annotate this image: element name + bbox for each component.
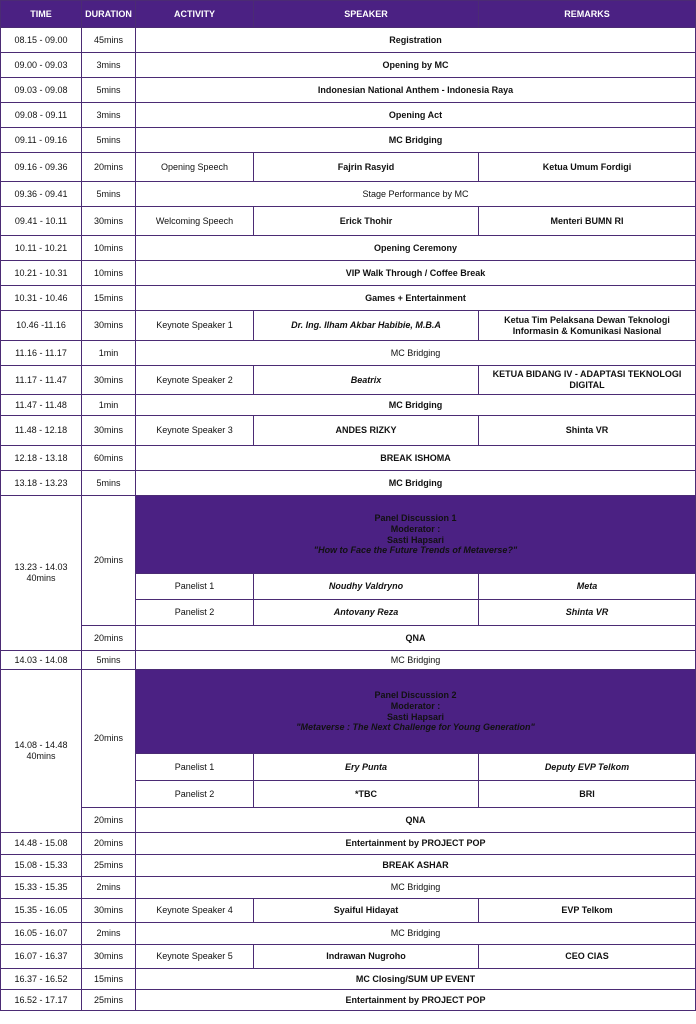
speaker-cell: Noudhy Valdryno	[254, 574, 479, 600]
time-cell: 09.03 - 09.08	[1, 78, 82, 103]
table-row	[1, 366, 696, 395]
panel-1-duration-cell: 20mins	[82, 496, 136, 626]
duration-cell: 60mins	[82, 446, 136, 471]
panel-topic: "Metaverse : The Next Challenge for Young Generation"	[296, 722, 535, 733]
remarks-cell: KETUA BIDANG IV - ADAPTASI TEKNOLOGI DIGITAL	[479, 366, 696, 395]
remarks-cell: Meta	[479, 574, 696, 600]
table-row	[1, 261, 696, 286]
table-row	[1, 833, 696, 855]
table-row	[1, 446, 696, 471]
time-cell: 11.48 - 12.18	[1, 416, 82, 446]
activity-cell: Keynote Speaker 3	[136, 416, 254, 446]
table-row	[1, 103, 696, 128]
duration-cell: 10mins	[82, 261, 136, 286]
duration-cell: 2mins	[82, 923, 136, 945]
duration-cell: 25mins	[82, 855, 136, 877]
remarks-cell: BRI	[479, 781, 696, 808]
duration-cell: 25mins	[82, 990, 136, 1011]
time-range: 14.08 - 14.48	[14, 740, 68, 751]
session-cell: Stage Performance by MC	[136, 182, 696, 207]
time-cell: 16.52 - 17.17	[1, 990, 82, 1011]
speaker-cell: Indrawan Nugroho	[254, 945, 479, 969]
header-time: TIME	[1, 1, 82, 28]
session-cell: Opening Ceremony	[136, 236, 696, 261]
duration-cell: 5mins	[82, 471, 136, 496]
time-cell: 13.18 - 13.23	[1, 471, 82, 496]
session-cell: Indonesian National Anthem - Indonesia Raya	[136, 78, 696, 103]
speaker-cell: *TBC	[254, 781, 479, 808]
table-row	[1, 416, 696, 446]
time-cell: 09.36 - 09.41	[1, 182, 82, 207]
table-row	[1, 969, 696, 990]
activity-cell: Panelist 2	[136, 600, 254, 626]
moderator-label: Moderator :	[390, 523, 441, 534]
duration-cell: 30mins	[82, 366, 136, 395]
table-row	[1, 341, 696, 366]
table-row	[1, 286, 696, 311]
table-row	[1, 990, 696, 1011]
session-cell: QNA	[136, 626, 696, 651]
time-cell: 09.00 - 09.03	[1, 53, 82, 78]
remarks-cell: Shinta VR	[479, 600, 696, 626]
duration-cell: 30mins	[82, 416, 136, 446]
session-cell: BREAK ASHAR	[136, 855, 696, 877]
panel-1-title-block	[136, 496, 696, 574]
time-cell: 10.31 - 10.46	[1, 286, 82, 311]
moderator-label: Moderator :	[390, 700, 441, 711]
table-row	[1, 923, 696, 945]
time-cell: 15.08 - 15.33	[1, 855, 82, 877]
time-cell: 09.11 - 09.16	[1, 128, 82, 153]
duration-cell: 15mins	[82, 969, 136, 990]
duration-cell: 30mins	[82, 311, 136, 341]
speaker-cell: Ery Punta	[254, 754, 479, 781]
remarks-cell: Shinta VR	[479, 416, 696, 446]
time-cell: 14.48 - 15.08	[1, 833, 82, 855]
remarks-cell: Ketua Umum Fordigi	[479, 153, 696, 182]
duration-cell: 10mins	[82, 236, 136, 261]
time-cell: 12.18 - 13.18	[1, 446, 82, 471]
time-cell: 10.21 - 10.31	[1, 261, 82, 286]
activity-cell: Panelist 2	[136, 781, 254, 808]
table-row	[1, 311, 696, 341]
duration-cell: 20mins	[82, 153, 136, 182]
session-cell: MC Bridging	[136, 923, 696, 945]
panel-title: Panel Discussion 2	[374, 689, 457, 700]
activity-cell: Opening Speech	[136, 153, 254, 182]
remarks-cell: EVP Telkom	[479, 899, 696, 923]
time-cell: 14.03 - 14.08	[1, 651, 82, 670]
table-row	[1, 945, 696, 969]
duration-cell: 15mins	[82, 286, 136, 311]
duration-cell: 30mins	[82, 945, 136, 969]
speaker-cell: Antovany Reza	[254, 600, 479, 626]
session-cell: MC Closing/SUM UP EVENT	[136, 969, 696, 990]
panel-1-time-cell	[1, 496, 82, 651]
moderator-name: Sasti Hapsari	[386, 711, 445, 722]
remarks-cell	[479, 311, 696, 341]
session-cell: MC Bridging	[136, 651, 696, 670]
panel-topic: "How to Face the Future Trends of Metaverse?"	[313, 545, 518, 556]
activity-cell: Keynote Speaker 5	[136, 945, 254, 969]
speaker-cell: ANDES RIZKY	[254, 416, 479, 446]
qna-row	[1, 808, 696, 833]
speaker-cell: Dr. Ing. Ilham Akbar Habibie, M.B.A	[254, 311, 479, 341]
qna-row	[1, 626, 696, 651]
time-cell: 16.37 - 16.52	[1, 969, 82, 990]
activity-cell: Welcoming Speech	[136, 207, 254, 236]
table-row	[1, 877, 696, 899]
session-cell: Entertainment by PROJECT POP	[136, 990, 696, 1011]
duration-cell: 5mins	[82, 651, 136, 670]
duration-cell: 3mins	[82, 53, 136, 78]
time-cell: 09.41 - 10.11	[1, 207, 82, 236]
session-cell: Opening by MC	[136, 53, 696, 78]
header-remarks: REMARKS	[479, 1, 696, 28]
duration-cell: 5mins	[82, 78, 136, 103]
table-row	[1, 128, 696, 153]
header-speaker: SPEAKER	[254, 1, 479, 28]
remarks-cell: Deputy EVP Telkom	[479, 754, 696, 781]
session-cell: MC Bridging	[136, 128, 696, 153]
duration-cell: 2mins	[82, 877, 136, 899]
activity-cell: Panelist 1	[136, 754, 254, 781]
duration-cell: 5mins	[82, 128, 136, 153]
remarks-cell: CEO CIAS	[479, 945, 696, 969]
moderator-name: Sasti Hapsari	[386, 534, 445, 545]
time-cell: 11.16 - 11.17	[1, 341, 82, 366]
duration-cell: 3mins	[82, 103, 136, 128]
remarks-cell: Menteri BUMN RI	[479, 207, 696, 236]
header-activity: ACTIVITY	[136, 1, 254, 28]
duration-cell: 5mins	[82, 182, 136, 207]
panel-1-header-row	[1, 496, 696, 574]
table-row	[1, 207, 696, 236]
time-cell: 15.35 - 16.05	[1, 899, 82, 923]
remarks-line: Ketua Tim Pelaksana Dewan Teknologi	[504, 314, 670, 325]
table-row	[1, 651, 696, 670]
time-cell: 08.15 - 09.00	[1, 28, 82, 53]
speaker-cell: Erick Thohir	[254, 207, 479, 236]
session-cell: QNA	[136, 808, 696, 833]
activity-cell: Keynote Speaker 4	[136, 899, 254, 923]
session-cell: MC Bridging	[136, 395, 696, 416]
duration-cell: 20mins	[82, 626, 136, 651]
duration-cell: 20mins	[82, 833, 136, 855]
total-duration: 40mins	[26, 573, 56, 583]
session-cell: MC Bridging	[136, 877, 696, 899]
table-row	[1, 78, 696, 103]
activity-cell: Keynote Speaker 2	[136, 366, 254, 395]
time-cell: 09.08 - 09.11	[1, 103, 82, 128]
panel-title: Panel Discussion 1	[374, 512, 457, 523]
speaker-cell: Beatrix	[254, 366, 479, 395]
duration-cell: 30mins	[82, 207, 136, 236]
session-cell: Games + Entertainment	[136, 286, 696, 311]
speaker-cell: Syaiful Hidayat	[254, 899, 479, 923]
header-duration: DURATION	[82, 1, 136, 28]
time-cell: 15.33 - 15.35	[1, 877, 82, 899]
session-cell: Registration	[136, 28, 696, 53]
duration-cell: 45mins	[82, 28, 136, 53]
session-cell: MC Bridging	[136, 471, 696, 496]
table-row	[1, 236, 696, 261]
table-row	[1, 153, 696, 182]
total-duration: 40mins	[26, 751, 56, 761]
table-row	[1, 53, 696, 78]
session-cell: Entertainment by PROJECT POP	[136, 833, 696, 855]
time-cell: 16.05 - 16.07	[1, 923, 82, 945]
table-row	[1, 182, 696, 207]
table-row	[1, 28, 696, 53]
table-row	[1, 899, 696, 923]
time-cell: 11.47 - 11.48	[1, 395, 82, 416]
table-row	[1, 855, 696, 877]
table-row	[1, 395, 696, 416]
session-cell: VIP Walk Through / Coffee Break	[136, 261, 696, 286]
time-cell: 16.07 - 16.37	[1, 945, 82, 969]
activity-cell: Panelist 1	[136, 574, 254, 600]
duration-cell: 1min	[82, 395, 136, 416]
speaker-cell: Fajrin Rasyid	[254, 153, 479, 182]
activity-cell: Keynote Speaker 1	[136, 311, 254, 341]
panel-2-header-row	[1, 670, 696, 754]
duration-cell: 1min	[82, 341, 136, 366]
panel-2-duration-cell: 20mins	[82, 670, 136, 808]
duration-cell: 30mins	[82, 899, 136, 923]
session-cell: BREAK ISHOMA	[136, 446, 696, 471]
remarks-line: Informasin & Komunikasi Nasional	[512, 325, 662, 336]
panel-2-time-cell	[1, 670, 82, 833]
session-cell: MC Bridging	[136, 341, 696, 366]
session-cell: Opening Act	[136, 103, 696, 128]
panel-2-title-block	[136, 670, 696, 754]
duration-cell: 20mins	[82, 808, 136, 833]
header-row	[1, 1, 696, 28]
time-cell: 10.11 - 10.21	[1, 236, 82, 261]
time-cell: 11.17 - 11.47	[1, 366, 82, 395]
time-cell: 10.46 -11.16	[1, 311, 82, 341]
time-range: 13.23 - 14.03	[14, 562, 68, 573]
table-row	[1, 471, 696, 496]
time-cell: 09.16 - 09.36	[1, 153, 82, 182]
